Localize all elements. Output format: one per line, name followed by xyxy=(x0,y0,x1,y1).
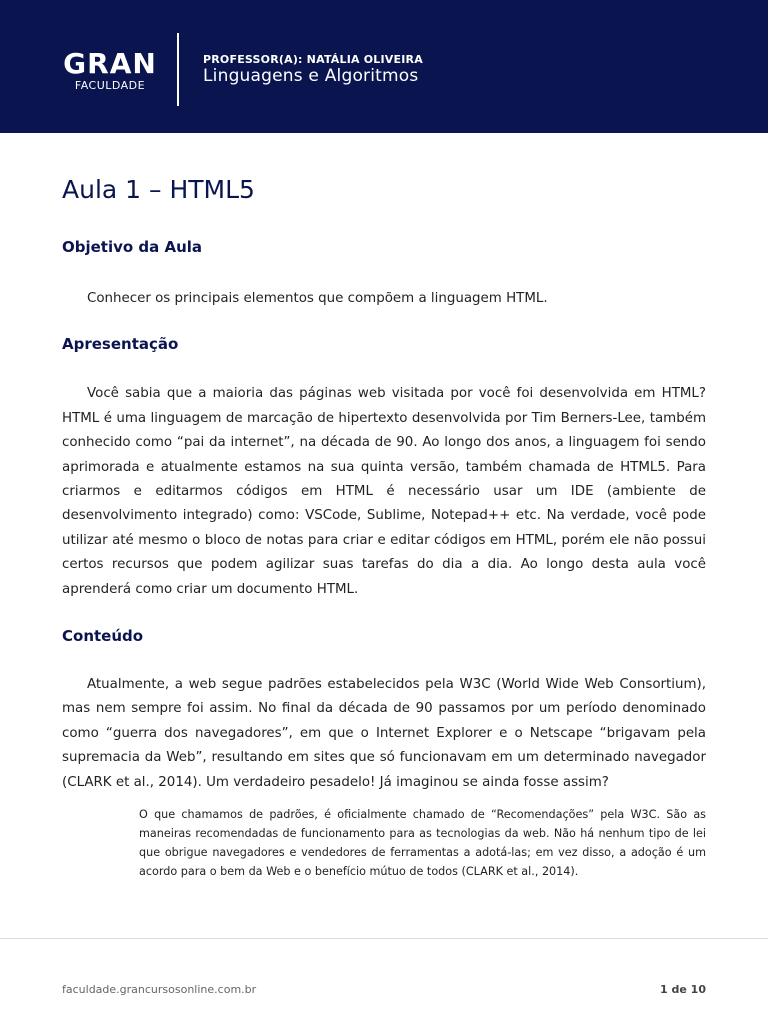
logo-subtext: FACULDADE xyxy=(74,79,146,92)
document-body xyxy=(62,170,706,881)
gran-faculdade-logo xyxy=(60,47,160,92)
logo-text: GRAN xyxy=(63,47,157,80)
paragraph-objetivo: Conhecer os principais elementos que compõem a linguagem HTML. xyxy=(87,291,548,306)
page-number: 1 de 10 xyxy=(660,983,706,996)
block-quote: O que chamamos de padrões, é oficialmente chamado de “Recomendações” pela W3C. São as maneiras recomendadas de funcionamento para as tecnologias da web. Não há nenhum tipo de lei que obrigue navegadores e vendedores de ferramentas a adotá-las; em vez disso, a adoção é um acordo para o bem da Web e o benefício mútuo de todos (CLARK et al., 2014). xyxy=(139,808,706,879)
header-divider xyxy=(177,33,179,106)
section-heading-conteudo: Conteúdo xyxy=(62,627,144,646)
page-title: Aula 1 – HTML5 xyxy=(62,175,255,204)
footer-site-url: faculdade.grancursosonline.com.br xyxy=(62,983,257,996)
course-title: Linguagens e Algoritmos xyxy=(203,66,419,86)
paragraph-apresentacao: Você sabia que a maioria das páginas web visitada por você foi desenvolvida em HTML? HTML é uma linguagem de marcação de hipertexto desenvolvida por Tim Berners-Lee, também conhecido como “pai da internet”, na década de 90. Ao longo dos anos, a linguagem foi sendo aprimorada e atualmente estamos na sua quinta versão, também chamada de HTML5. Para criarmos e editarmos códigos em HTML é necessário usar um IDE (ambiente de desenvolvimento integrado) como: VSCode, Sublime, Notepad++ etc. Na verdade, você pode utilizar até mesmo o bloco de notas para criar e editar códigos em HTML, porém ele não possui certos recursos que podem agilizar suas tarefas do dia a dia. Ao longo desta aula você aprenderá como criar um documento HTML. xyxy=(62,386,706,597)
section-heading-objetivo: Objetivo da Aula xyxy=(62,238,203,256)
professor-label: PROFESSOR(A): NATÁLIA OLIVEIRA xyxy=(203,53,423,66)
footer-divider xyxy=(0,938,768,939)
page-header xyxy=(0,0,768,133)
section-heading-apresentacao: Apresentação xyxy=(62,335,179,354)
paragraph-conteudo: Atualmente, a web segue padrões estabelecidos pela W3C (World Wide Web Consortium), mas nem sempre foi assim. No final da década de 90 passamos por um período denominado como “guerra dos navegadores”, em que o Internet Explorer e o Netscape “brigavam pela supremacia da Web”, resultando em sites que só funcionavam em um determinado navegador (CLARK et al., 2014). Um verdadeiro pesadelo! Já imaginou se ainda fosse assim? xyxy=(62,677,706,790)
